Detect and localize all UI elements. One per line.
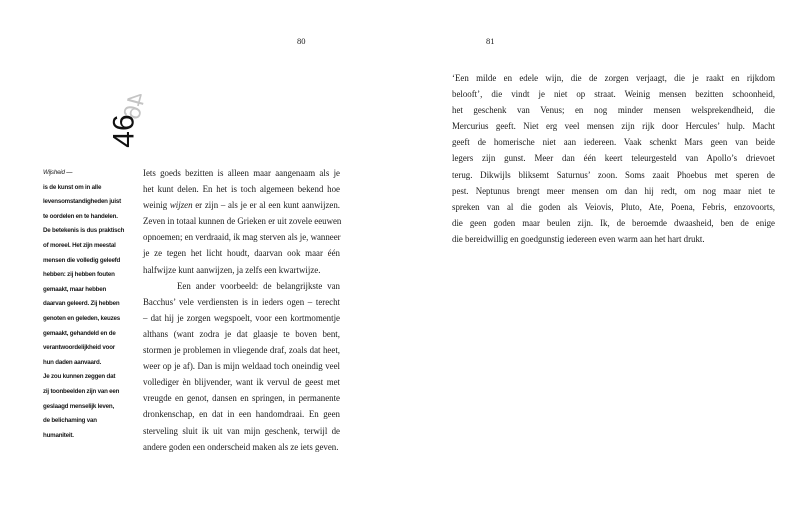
text-line: zij toonbeelden zijn van een xyxy=(43,387,120,395)
text-line: – dat hij je zorgen wegspoelt, voor een kortmomentje xyxy=(143,312,340,323)
text-line: opnoemen; en verdraaid, ik mag sterven als je, wanneer xyxy=(143,232,341,243)
text-line: humaniteit. xyxy=(43,431,74,439)
text-line: Iets goeds bezitten is alleen maar aangenaam als je xyxy=(143,168,340,178)
text-line: spreken van al die goden als Veiovis, Pluto, Ate, Poena, Febris, enzovoorts, xyxy=(452,201,775,212)
text-line: weer op je af). Dan is mijn weldaad toch oneindig veel xyxy=(143,361,340,372)
text-line: Mercurius geeft. Niet erg veel mensen zijn rijk door Hercules’ hulp. Macht xyxy=(452,121,775,132)
text-line: stormen je problemen in vliegende draf, zoals dat heet, xyxy=(143,345,340,356)
text-line: of moreel. Het zijn meestal xyxy=(43,241,116,249)
text-line: levensomstandigheden juist xyxy=(43,198,122,206)
text-line: die geen goden maar beulen zijn. Ik, de beroemde dwaasheid, ben de enige xyxy=(452,217,775,228)
text-line: geslaagd menselijk leven, xyxy=(43,402,115,410)
text-line: genoten en geleden, keuzes xyxy=(43,314,120,322)
text-line: de belichaming van xyxy=(43,417,97,425)
text-line: je ze tegen het licht houdt, daarvan ook maar één xyxy=(143,248,340,259)
main-text-left xyxy=(143,165,340,455)
sidenote xyxy=(43,166,141,443)
text-line: hebben: zij hebben fouten xyxy=(43,271,115,279)
text-line: halfwijze kunt aanwijzen, ja zelfs een kwartwijze. xyxy=(143,264,321,275)
text-line: is de kunst om in alle xyxy=(43,183,102,191)
text-line: andere goden een onderscheid maken als ze iets geven. xyxy=(143,441,339,452)
text-line: pest. Neptunus brengt meer mensen om dan hij redt, om nog maar niet te xyxy=(452,185,775,196)
text-line: Een ander voorbeeld: de belangrijkste van xyxy=(177,280,340,291)
text-line: althans (want zodra je dat glaasje te boven bent, xyxy=(143,328,340,339)
chapter-number: 46 xyxy=(107,114,141,148)
text-line: Bacchus’ vele verdiensten is in ieders ogen – terecht xyxy=(143,296,340,307)
text-line: Zeven in totaal kunnen de Grieken er uit zovele eeuwen xyxy=(143,216,342,227)
text-line: sterveling sluit ik uit van mijn geschenk, terwijl de xyxy=(143,425,340,436)
page-number-right: 81 xyxy=(486,36,495,46)
text-line: terug. Dikwijls bliksemt Saturnus’ zoon. Soms zaait Phoebus met speren de xyxy=(452,169,775,180)
text-line: belooft’, die vindt je niet op straat. Weinig mensen bezitten schoonheid, xyxy=(452,89,775,100)
text-line: De betekenis is dus praktisch xyxy=(43,227,125,235)
text-line: het kunt delen. En het is toch algemeen bekend hoe xyxy=(143,184,340,195)
page-number-left: 80 xyxy=(297,36,306,46)
text-line: gemaakt, gehandeld en de xyxy=(43,329,116,337)
chapter-number-ornament xyxy=(104,84,164,154)
text-line: vollediger èn blijvender, want ik vervul de geest met xyxy=(143,377,340,388)
text-line: legers zijn gunst. Meer dan één keert teleurgesteld van Apollo’s drievoet xyxy=(452,153,775,164)
text-line: verantwoordelijkheid voor xyxy=(43,344,116,352)
text-line: Je zou kunnen zeggen dat xyxy=(43,373,116,381)
text-line: vreugde en genot, dansen en springen, in permanente xyxy=(143,393,340,404)
text-line: daarvan geleerd. Zij hebben xyxy=(43,300,120,308)
text-line: het geschenk van Venus; en nog minder mensen welsprekendheid, die xyxy=(452,105,775,116)
text-line: te oordelen en te handelen. xyxy=(43,212,118,220)
text-line: mensen die volledig geleefd xyxy=(43,256,121,264)
text-line: weinig wijzen er zijn – als je er al een kunt aanwijzen. xyxy=(143,200,340,211)
text-line: dronkenschap, en dat in een handomdraai. En geen xyxy=(143,409,340,420)
text-line: ‘Een milde en edele wijn, die de zorgen verjaagt, die je raakt en rijkdom xyxy=(452,73,775,83)
text-line: hun daden aanvaard. xyxy=(43,358,102,366)
chapter-number-shadow: 46 xyxy=(118,89,152,123)
main-text-right xyxy=(452,70,775,247)
text-line: geeft de homerische niet aan iedereen. Vaak schenkt Mars geen van beide xyxy=(452,137,775,148)
text-line: Wijsheid — xyxy=(43,169,73,176)
text-line: die bereidwillig en goedgunstig iedereen even warm aan het hart drukt. xyxy=(452,233,705,244)
text-line: gemaakt, maar hebben xyxy=(43,285,107,293)
